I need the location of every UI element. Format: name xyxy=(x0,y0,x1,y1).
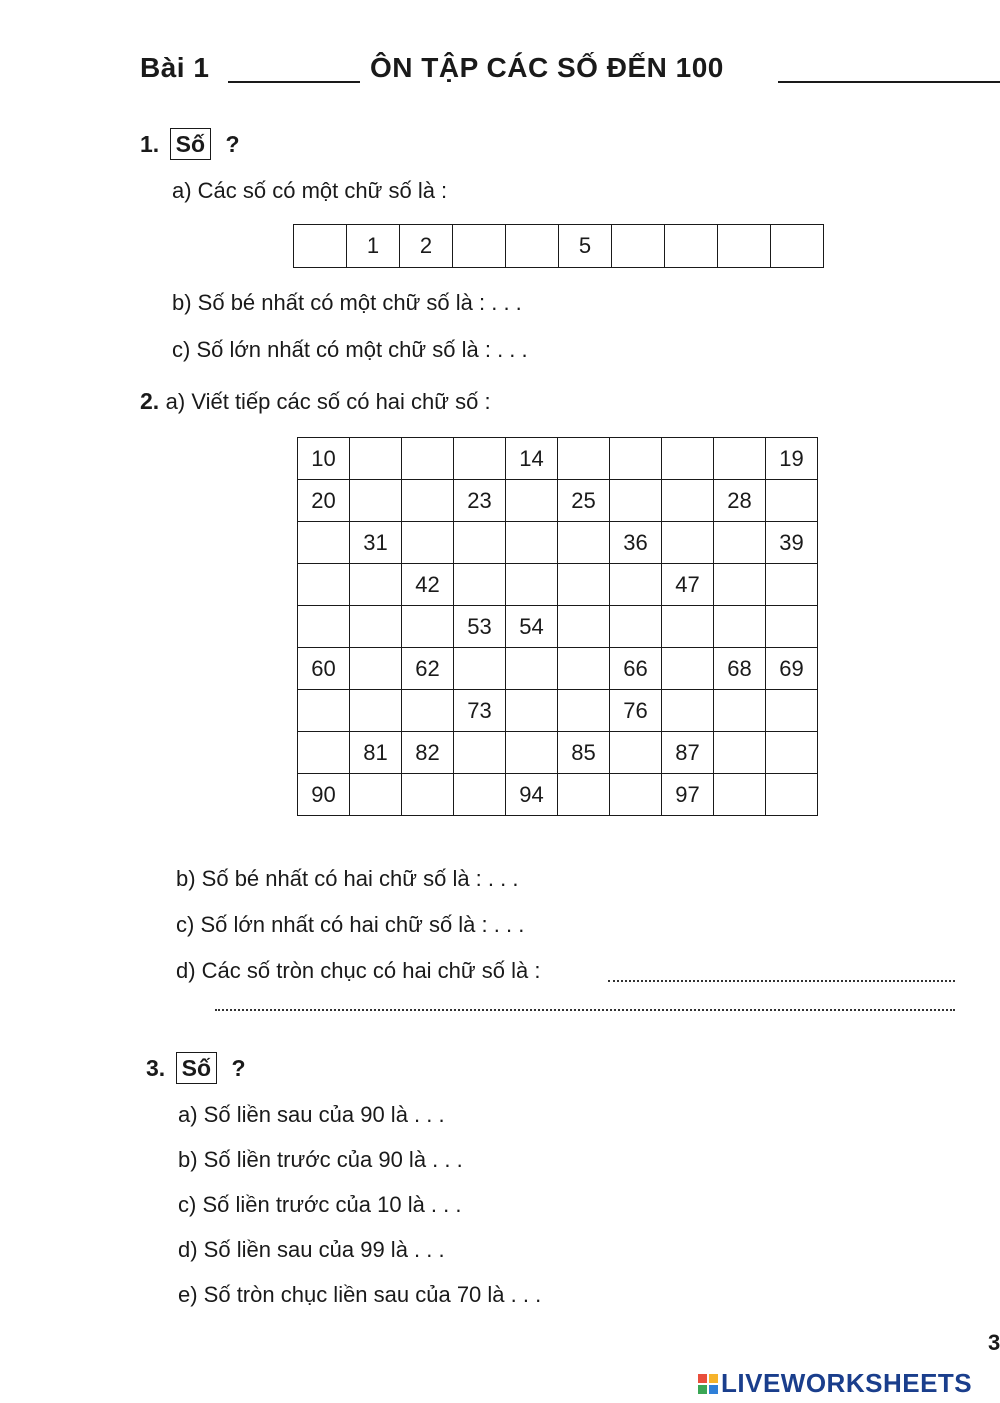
number-cell[interactable] xyxy=(766,564,818,606)
number-cell[interactable] xyxy=(610,564,662,606)
answer-dotted-line xyxy=(215,1009,955,1011)
page-title: ÔN TẬP CÁC SỐ ĐẾN 100 xyxy=(370,52,724,83)
number-cell: 28 xyxy=(714,480,766,522)
two-digit-table xyxy=(297,437,818,816)
question-1-heading xyxy=(140,128,240,160)
q2-part-c: c) Số lớn nhất có hai chữ số là : . . . xyxy=(176,912,525,937)
number-cell[interactable] xyxy=(350,774,402,816)
number-cell[interactable] xyxy=(298,606,350,648)
number-cell[interactable] xyxy=(558,774,610,816)
single-digit-cell: 2 xyxy=(400,225,453,268)
question-mark: ? xyxy=(231,1055,246,1081)
single-digit-cell[interactable] xyxy=(612,225,665,268)
number-cell[interactable] xyxy=(610,774,662,816)
number-cell: 53 xyxy=(454,606,506,648)
q2-part-b: b) Số bé nhất có hai chữ số là : . . . xyxy=(176,866,519,891)
q3-part-e: e) Số tròn chục liền sau của 70 là . . . xyxy=(178,1282,542,1307)
number-cell: 31 xyxy=(350,522,402,564)
number-cell: 90 xyxy=(298,774,350,816)
number-cell: 62 xyxy=(402,648,454,690)
number-cell: 19 xyxy=(766,438,818,480)
number-cell[interactable] xyxy=(350,480,402,522)
number-cell: 82 xyxy=(402,732,454,774)
number-cell[interactable] xyxy=(402,690,454,732)
number-cell: 25 xyxy=(558,480,610,522)
number-cell[interactable] xyxy=(610,480,662,522)
box-label: Số xyxy=(170,128,211,160)
number-cell[interactable] xyxy=(454,564,506,606)
q3-part-c: c) Số liền trước của 10 là . . . xyxy=(178,1192,462,1217)
single-digit-cell[interactable] xyxy=(771,225,824,268)
title-underline-left xyxy=(228,81,360,83)
table-row xyxy=(298,522,818,564)
single-digit-cell[interactable] xyxy=(294,225,347,268)
number-cell[interactable] xyxy=(402,522,454,564)
question-number: 2. xyxy=(140,388,160,414)
number-cell[interactable] xyxy=(298,690,350,732)
single-digit-table xyxy=(293,224,824,268)
title-underline-right xyxy=(778,81,1000,83)
number-cell[interactable] xyxy=(558,690,610,732)
number-cell: 47 xyxy=(662,564,714,606)
number-cell[interactable] xyxy=(714,564,766,606)
number-cell[interactable] xyxy=(766,774,818,816)
number-cell[interactable] xyxy=(506,564,558,606)
number-cell: 14 xyxy=(506,438,558,480)
number-cell[interactable] xyxy=(714,606,766,648)
single-digit-cell[interactable] xyxy=(718,225,771,268)
question-number: 1. xyxy=(140,131,160,157)
q1-part-b: b) Số bé nhất có một chữ số là : . . . xyxy=(172,290,522,315)
number-cell[interactable] xyxy=(350,564,402,606)
number-cell: 81 xyxy=(350,732,402,774)
number-cell[interactable] xyxy=(766,606,818,648)
number-cell[interactable] xyxy=(766,690,818,732)
number-cell[interactable] xyxy=(402,774,454,816)
number-cell[interactable] xyxy=(506,690,558,732)
q3-part-b: b) Số liền trước của 90 là . . . xyxy=(178,1147,463,1172)
single-digit-cell[interactable] xyxy=(665,225,718,268)
number-cell: 10 xyxy=(298,438,350,480)
number-cell[interactable] xyxy=(610,606,662,648)
number-cell[interactable] xyxy=(506,732,558,774)
number-cell[interactable] xyxy=(506,480,558,522)
number-cell[interactable] xyxy=(558,648,610,690)
box-label: Số xyxy=(176,1052,217,1084)
number-cell[interactable] xyxy=(350,690,402,732)
q1-part-c: c) Số lớn nhất có một chữ số là : . . . xyxy=(172,337,528,362)
number-cell[interactable] xyxy=(766,480,818,522)
number-cell[interactable] xyxy=(662,606,714,648)
number-cell[interactable] xyxy=(402,606,454,648)
table-row xyxy=(298,438,818,480)
single-digit-cell: 1 xyxy=(347,225,400,268)
q2-part-a: a) Viết tiếp các số có hai chữ số : xyxy=(165,389,491,414)
footer-brand xyxy=(698,1368,972,1399)
table-row xyxy=(298,732,818,774)
single-digit-cell: 5 xyxy=(559,225,612,268)
number-cell[interactable] xyxy=(454,438,506,480)
question-number: 3. xyxy=(146,1055,166,1081)
number-cell[interactable] xyxy=(298,732,350,774)
number-cell[interactable] xyxy=(714,732,766,774)
number-cell[interactable] xyxy=(662,480,714,522)
number-cell: 76 xyxy=(610,690,662,732)
number-cell[interactable] xyxy=(402,480,454,522)
number-cell: 94 xyxy=(506,774,558,816)
number-cell[interactable] xyxy=(454,522,506,564)
single-digit-cell[interactable] xyxy=(506,225,559,268)
number-cell: 23 xyxy=(454,480,506,522)
number-cell[interactable] xyxy=(766,732,818,774)
table-row xyxy=(298,690,818,732)
q1-part-a: a) Các số có một chữ số là : xyxy=(172,178,448,203)
number-cell: 69 xyxy=(766,648,818,690)
number-cell: 42 xyxy=(402,564,454,606)
table-row xyxy=(298,648,818,690)
number-cell[interactable] xyxy=(662,438,714,480)
number-cell[interactable] xyxy=(350,648,402,690)
number-cell: 73 xyxy=(454,690,506,732)
q2-part-d: d) Các số tròn chục có hai chữ số là : xyxy=(176,958,541,983)
number-cell: 20 xyxy=(298,480,350,522)
number-cell[interactable] xyxy=(454,774,506,816)
number-cell[interactable] xyxy=(662,690,714,732)
table-row xyxy=(298,564,818,606)
number-cell[interactable] xyxy=(610,438,662,480)
footer-brand-text: LIVEWORKSHEETS xyxy=(721,1368,973,1398)
number-cell[interactable] xyxy=(558,564,610,606)
number-cell[interactable] xyxy=(402,438,454,480)
table-row xyxy=(298,606,818,648)
answer-dotted-line xyxy=(608,980,955,982)
table-row xyxy=(298,774,818,816)
q3-part-a: a) Số liền sau của 90 là . . . xyxy=(178,1102,445,1127)
number-cell[interactable] xyxy=(350,438,402,480)
number-cell: 36 xyxy=(610,522,662,564)
number-cell: 60 xyxy=(298,648,350,690)
number-cell[interactable] xyxy=(454,732,506,774)
number-cell[interactable] xyxy=(714,438,766,480)
number-cell: 54 xyxy=(506,606,558,648)
number-cell[interactable] xyxy=(610,732,662,774)
number-cell[interactable] xyxy=(558,606,610,648)
table-row xyxy=(298,480,818,522)
number-cell[interactable] xyxy=(350,606,402,648)
number-cell[interactable] xyxy=(454,648,506,690)
number-cell[interactable] xyxy=(714,522,766,564)
lesson-label: Bài 1 xyxy=(140,52,210,83)
question-mark: ? xyxy=(225,131,240,157)
number-cell: 68 xyxy=(714,648,766,690)
number-cell: 97 xyxy=(662,774,714,816)
number-cell[interactable] xyxy=(714,690,766,732)
number-cell[interactable] xyxy=(558,438,610,480)
number-cell[interactable] xyxy=(506,522,558,564)
number-cell[interactable] xyxy=(662,522,714,564)
number-cell[interactable] xyxy=(298,522,350,564)
number-cell: 66 xyxy=(610,648,662,690)
liveworksheets-logo-icon xyxy=(698,1374,718,1394)
question-3-heading xyxy=(146,1052,246,1084)
q3-part-d: d) Số liền sau của 99 là . . . xyxy=(178,1237,445,1262)
number-cell[interactable] xyxy=(506,648,558,690)
single-digit-cell[interactable] xyxy=(453,225,506,268)
number-cell: 85 xyxy=(558,732,610,774)
question-2-heading xyxy=(140,388,491,415)
page-number: 3 xyxy=(988,1330,1000,1355)
number-cell[interactable] xyxy=(298,564,350,606)
number-cell: 87 xyxy=(662,732,714,774)
number-cell[interactable] xyxy=(714,774,766,816)
number-cell: 39 xyxy=(766,522,818,564)
number-cell[interactable] xyxy=(662,648,714,690)
number-cell[interactable] xyxy=(558,522,610,564)
